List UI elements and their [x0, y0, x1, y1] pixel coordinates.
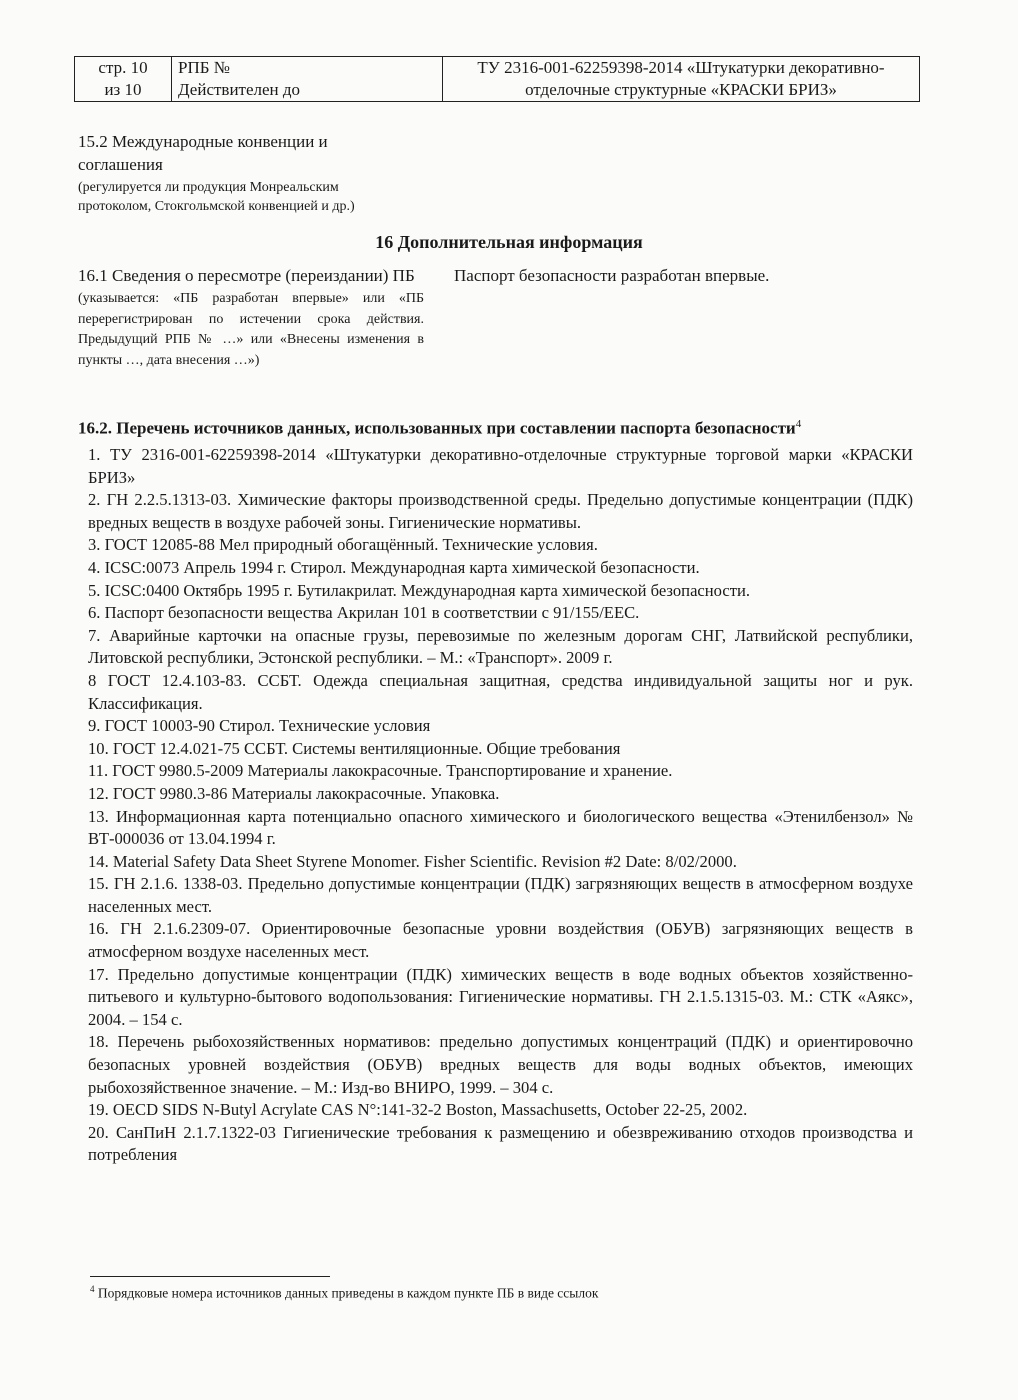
section-15-2-note: (регулируется ли продукция Монреальским протоколом, Стокгольмской конвенцией и др.) [78, 180, 355, 214]
section-16-heading: 16 Дополнительная информация [375, 232, 643, 252]
rpb-number-label: РПБ № [178, 58, 230, 77]
reference-item: 12. ГОСТ 9980.3-86 Материалы лакокрасочные. Упаковка. [88, 783, 500, 803]
document-title-line1: ТУ 2316-001-62259398-2014 «Штукатурки декоративно- [477, 58, 885, 77]
section-16-1-title: 16.1 Сведения о пересмотре (переиздании) ПБ [78, 266, 415, 285]
rpb-cell [172, 57, 443, 102]
reference-item: 10. ГОСТ 12.4.021-75 ССБТ. Системы вентиляционные. Общие требования [88, 738, 621, 758]
page-header-table [74, 56, 920, 102]
section-16-1 [78, 264, 424, 371]
section-16-2-title [78, 418, 938, 439]
reference-item: 19. OECD SIDS N-Butyl Acrylate CAS N°:141-32-2 Boston, Massachusetts, October 22-25, 2002. [88, 1100, 748, 1120]
footnote-mark: 4 [90, 1284, 95, 1294]
page-number-cell [75, 57, 172, 102]
reference-item: 5. ICSC:0400 Октябрь 1995 г. Бутилакрилат. Международная карта химической безопасности. [88, 580, 751, 600]
reference-item: 15. ГН 2.1.6. 1338-03. Предельно допустимые концентрации (ПДК) загрязняющих веществ в атмосферном воздухе населенных мест. [88, 874, 913, 916]
reference-item: 9. ГОСТ 10003-90 Стирол. Технические условия [88, 716, 431, 736]
footnote-text: Порядковые номера источников данных приведены в каждом пункте ПБ в виде ссылок [97, 1285, 599, 1301]
reference-item: 17. Предельно допустимые концентрации (ПДК) химических веществ в воде водных объектов хозяйственно-питьевого и культурно-бытового водопользования: Гигиенические нормативы. ГН 2.1.5.1315-03. М.: СТК «Аякс», 2004. – 154 с. [88, 964, 913, 1029]
reference-list [88, 444, 913, 1167]
valid-until-label: Действителен до [178, 80, 301, 99]
reference-item: 6. Паспорт безопасности вещества Акрилан 101 в соответствии с 91/155/EEC. [88, 603, 640, 623]
section-16-2-title-text: 16.2. Перечень источников данных, использованных при составлении паспорта безопасности [78, 418, 796, 438]
section-16-1-value: Паспорт безопасности разработан впервые. [454, 266, 770, 285]
footnote-divider [90, 1276, 330, 1277]
document-title-cell [443, 57, 920, 102]
reference-item: 16. ГН 2.1.6.2309-07. Ориентировочные безопасные уровни воздействия (ОБУВ) загрязняющих веществ в атмосферном воздухе населенных мест. [88, 919, 913, 962]
reference-item: 7. Аварийные карточки на опасные грузы, перевозимые по железным дорогам СНГ, Латвийской республики, Литовской республики, Эстонской республики. – М.: «Транспорт». 2009 г. [88, 625, 913, 668]
reference-item: 11. ГОСТ 9980.5-2009 Материалы лакокрасочные. Транспортирование и хранение. [88, 761, 673, 781]
section-16-1-note: (указывается: «ПБ разработан впервые» или «ПБ перерегистрирован по истечении срока действия. Предыдущий РПБ № …» или «Внесены изменения в пункты …, дата внесения …») [78, 291, 424, 368]
reference-item: 1. ТУ 2316-001-62259398-2014 «Штукатурки декоративно-отделочные структурные торговой марки «КРАСКИ БРИЗ» [88, 445, 913, 487]
document-title-line2: отделочные структурные «КРАСКИ БРИЗ» [525, 80, 837, 99]
reference-item: 2. ГН 2.2.5.1313-03. Химические факторы производственной среды. Предельно допустимые концентрации (ПДК) вредных веществ в воздухе рабочей зоны. Гигиенические нормативы. [88, 490, 913, 532]
reference-item: 8 ГОСТ 12.4.103-83. ССБТ. Одежда специальная защитная, средства индивидуальной защиты ног и рук. Классификация. [88, 670, 913, 713]
page-number: стр. 10 [98, 58, 148, 77]
section-15-2-title: 15.2 Международные конвенции и соглашения [78, 132, 328, 174]
reference-item: 18. Перечень рыбохозяйственных нормативов: предельно допустимых концентраций (ПДК) и ориентировочно безопасных уровней воздействия (ОБУВ) вредных веществ для воды водных объектов, имеющих рыбохозяйственное значение. – М.: Изд-во ВНИРО, 1999. – 304 с. [88, 1032, 913, 1097]
section-15-2 [78, 130, 408, 216]
reference-item: 13. Информационная карта потенциально опасного химического и биологического вещества «Этенилбензол» № ВТ-000036 от 13.04.1994 г. [88, 806, 913, 849]
page-total: из 10 [104, 80, 142, 99]
reference-item: 4. ICSC:0073 Апрель 1994 г. Стирол. Международная карта химической безопасности. [88, 557, 700, 577]
reference-item: 3. ГОСТ 12085-88 Мел природный обогащённый. Технические условия. [88, 535, 598, 555]
footnote-reference-mark: 4 [795, 418, 802, 430]
reference-item: 14. Material Safety Data Sheet Styrene Monomer. Fisher Scientific. Revision #2 Date: 8/02/2000. [88, 851, 737, 871]
reference-item: 20. СанПиН 2.1.7.1322-03 Гигиенические требования к размещению и обезвреживанию отходов производства и потребления [88, 1122, 913, 1165]
footnote [90, 1284, 598, 1302]
